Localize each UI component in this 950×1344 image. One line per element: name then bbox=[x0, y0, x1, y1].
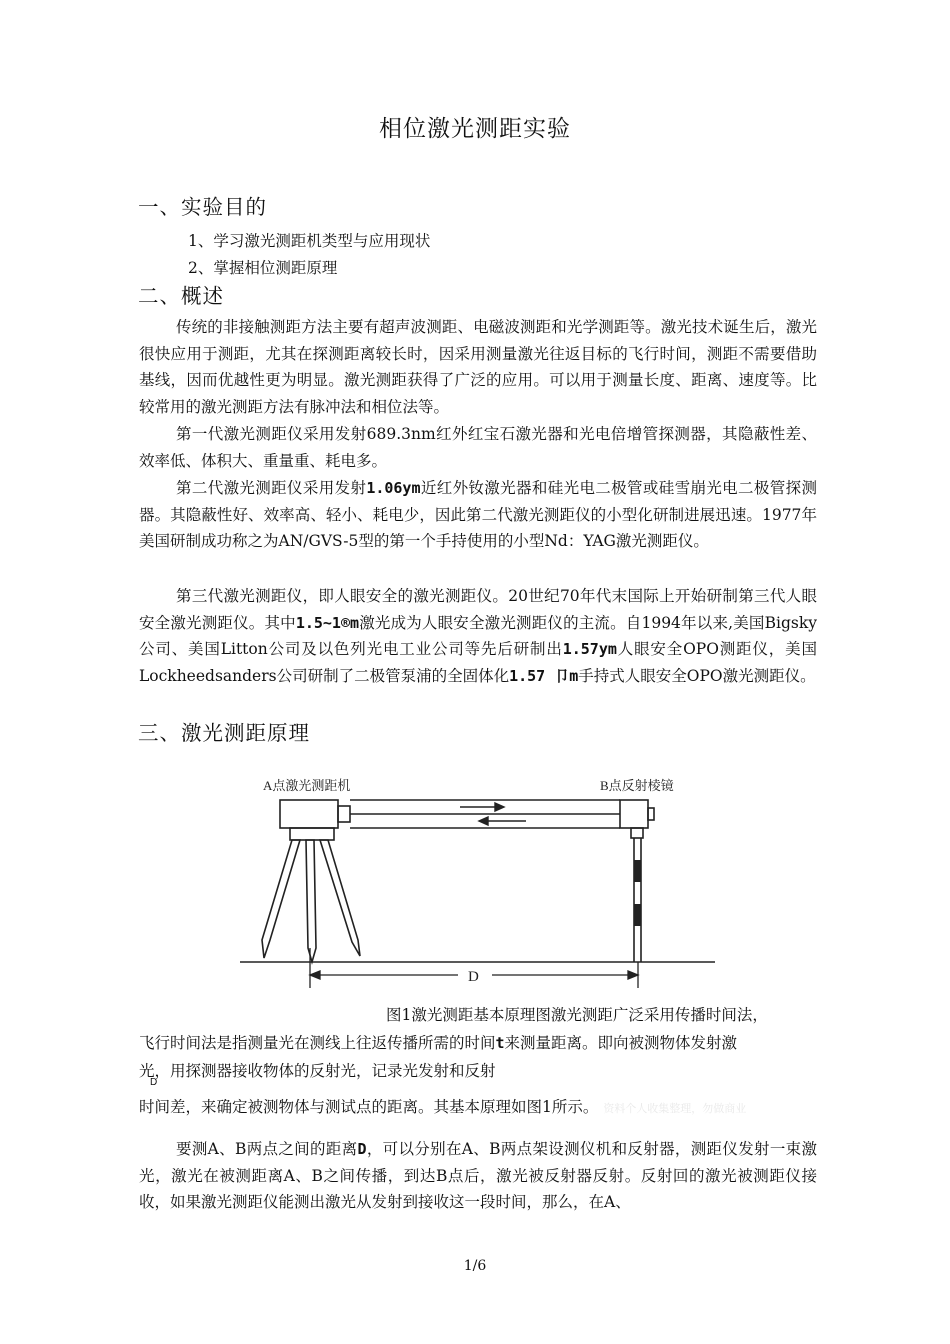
laser-ranging-diagram bbox=[230, 770, 720, 990]
label-point-b: B点反射棱镜 bbox=[600, 778, 674, 793]
overview-paragraph-2: 第一代激光测距仪采用发射689.3nm红外红宝石激光器和光电倍增管探测器，其隐蔽性差、效率低、体积大、重量重、耗电多。 bbox=[139, 425, 817, 470]
caption-line-4-wrap bbox=[139, 1093, 819, 1123]
section-heading-objectives: 一、实验目的 bbox=[138, 195, 267, 219]
caption-line-2: 飞行时间法是指测量光在测线上往返传播所需的时间t来测量距离。即向被测物体发射激 bbox=[139, 1034, 738, 1052]
caption-line-1: 图1激光测距基本原理图激光测距广泛采用传播时间法， bbox=[386, 1006, 768, 1024]
overview-paragraph-3: 第二代激光测距仪采用发射1.06ym近红外钕激光器和硅光电二极管或硅雪崩光电二极管探测器。其隐蔽性好、效率高、轻小、耗电少，因此第二代激光测距仪的小型化研制进展迅速。1977年美国研制成功称之为AN/GVS-5型的第一个手持使用的小型Nd：YAG激光测距仪。 bbox=[139, 479, 817, 550]
principle-paragraph: 要测A、B两点之间的距离D，可以分别在A、B两点架设测仪机和反射器，测距仪发射一束激光，激光在被测距离A、B之间传播，到达B点后，激光被反射器反射。反射回的激光被测距仪接收，如果激光测距仪能测出激光从发射到接收这一段时间，那么，在A、 bbox=[139, 1140, 817, 1211]
tripod bbox=[262, 840, 360, 962]
caption-line-4: 时间差，来确定被测物体与测试点的距离。其基本原理如图1所示。 资料个人收集整理，勿做商业 bbox=[139, 1098, 747, 1116]
objective-item-2: 2、掌握相位测距原理 bbox=[188, 259, 338, 277]
label-distance-d: D bbox=[468, 969, 479, 985]
section-heading-overview: 二、概述 bbox=[138, 284, 224, 308]
small-d-mark: D bbox=[150, 1077, 158, 1088]
label-point-a: A点激光测距机 bbox=[263, 778, 351, 793]
reflector-pole-stripes bbox=[634, 860, 641, 926]
rangefinder-instrument bbox=[280, 800, 620, 840]
figure-caption-block bbox=[139, 1001, 819, 1085]
page-title: 相位激光测距实验 bbox=[379, 116, 571, 142]
page-number: 1/6 bbox=[463, 1258, 487, 1274]
caption-line-3: 光，用探测器接收物体的反射光，记录光发射和反射 bbox=[139, 1062, 496, 1080]
overview-paragraph-4: 第三代激光测距仪，即人眼安全的激光测距仪。20世纪70年代末国际上开始研制第三代人眼安全激光测距仪。其中1.5~1®m激光成为人眼安全激光测距仪的主流。自1994年以来,美国Bigsky公司、美国Litton公司及以色列光电工业公司等先后研制出1.57ym人眼安全OPO测距仪，美国Lockheedsanders公司研制了二极管泵浦的全固体化1.57 卩m手持式人眼安全OPO激光测距仪。 bbox=[139, 587, 817, 685]
watermark-text: 资料个人收集整理，勿做商业 bbox=[603, 1102, 747, 1115]
overview-paragraph-1: 传统的非接触测距方法主要有超声波测距、电磁波测距和光学测距等。激光技术诞生后，激光很快应用于测距，尤其在探测距离较长时，因采用测量激光往返目标的飞行时间，测距不需要借助基线，因而优越性更为明显。激光测距获得了广泛的应用。可以用于测量长度、距离、速度等。比较常用的激光测距方法有脉冲法和相位法等。 bbox=[139, 318, 817, 416]
objective-item-1: 1、学习激光测距机类型与应用现状 bbox=[188, 232, 431, 250]
section-heading-principle: 三、激光测距原理 bbox=[138, 721, 310, 745]
